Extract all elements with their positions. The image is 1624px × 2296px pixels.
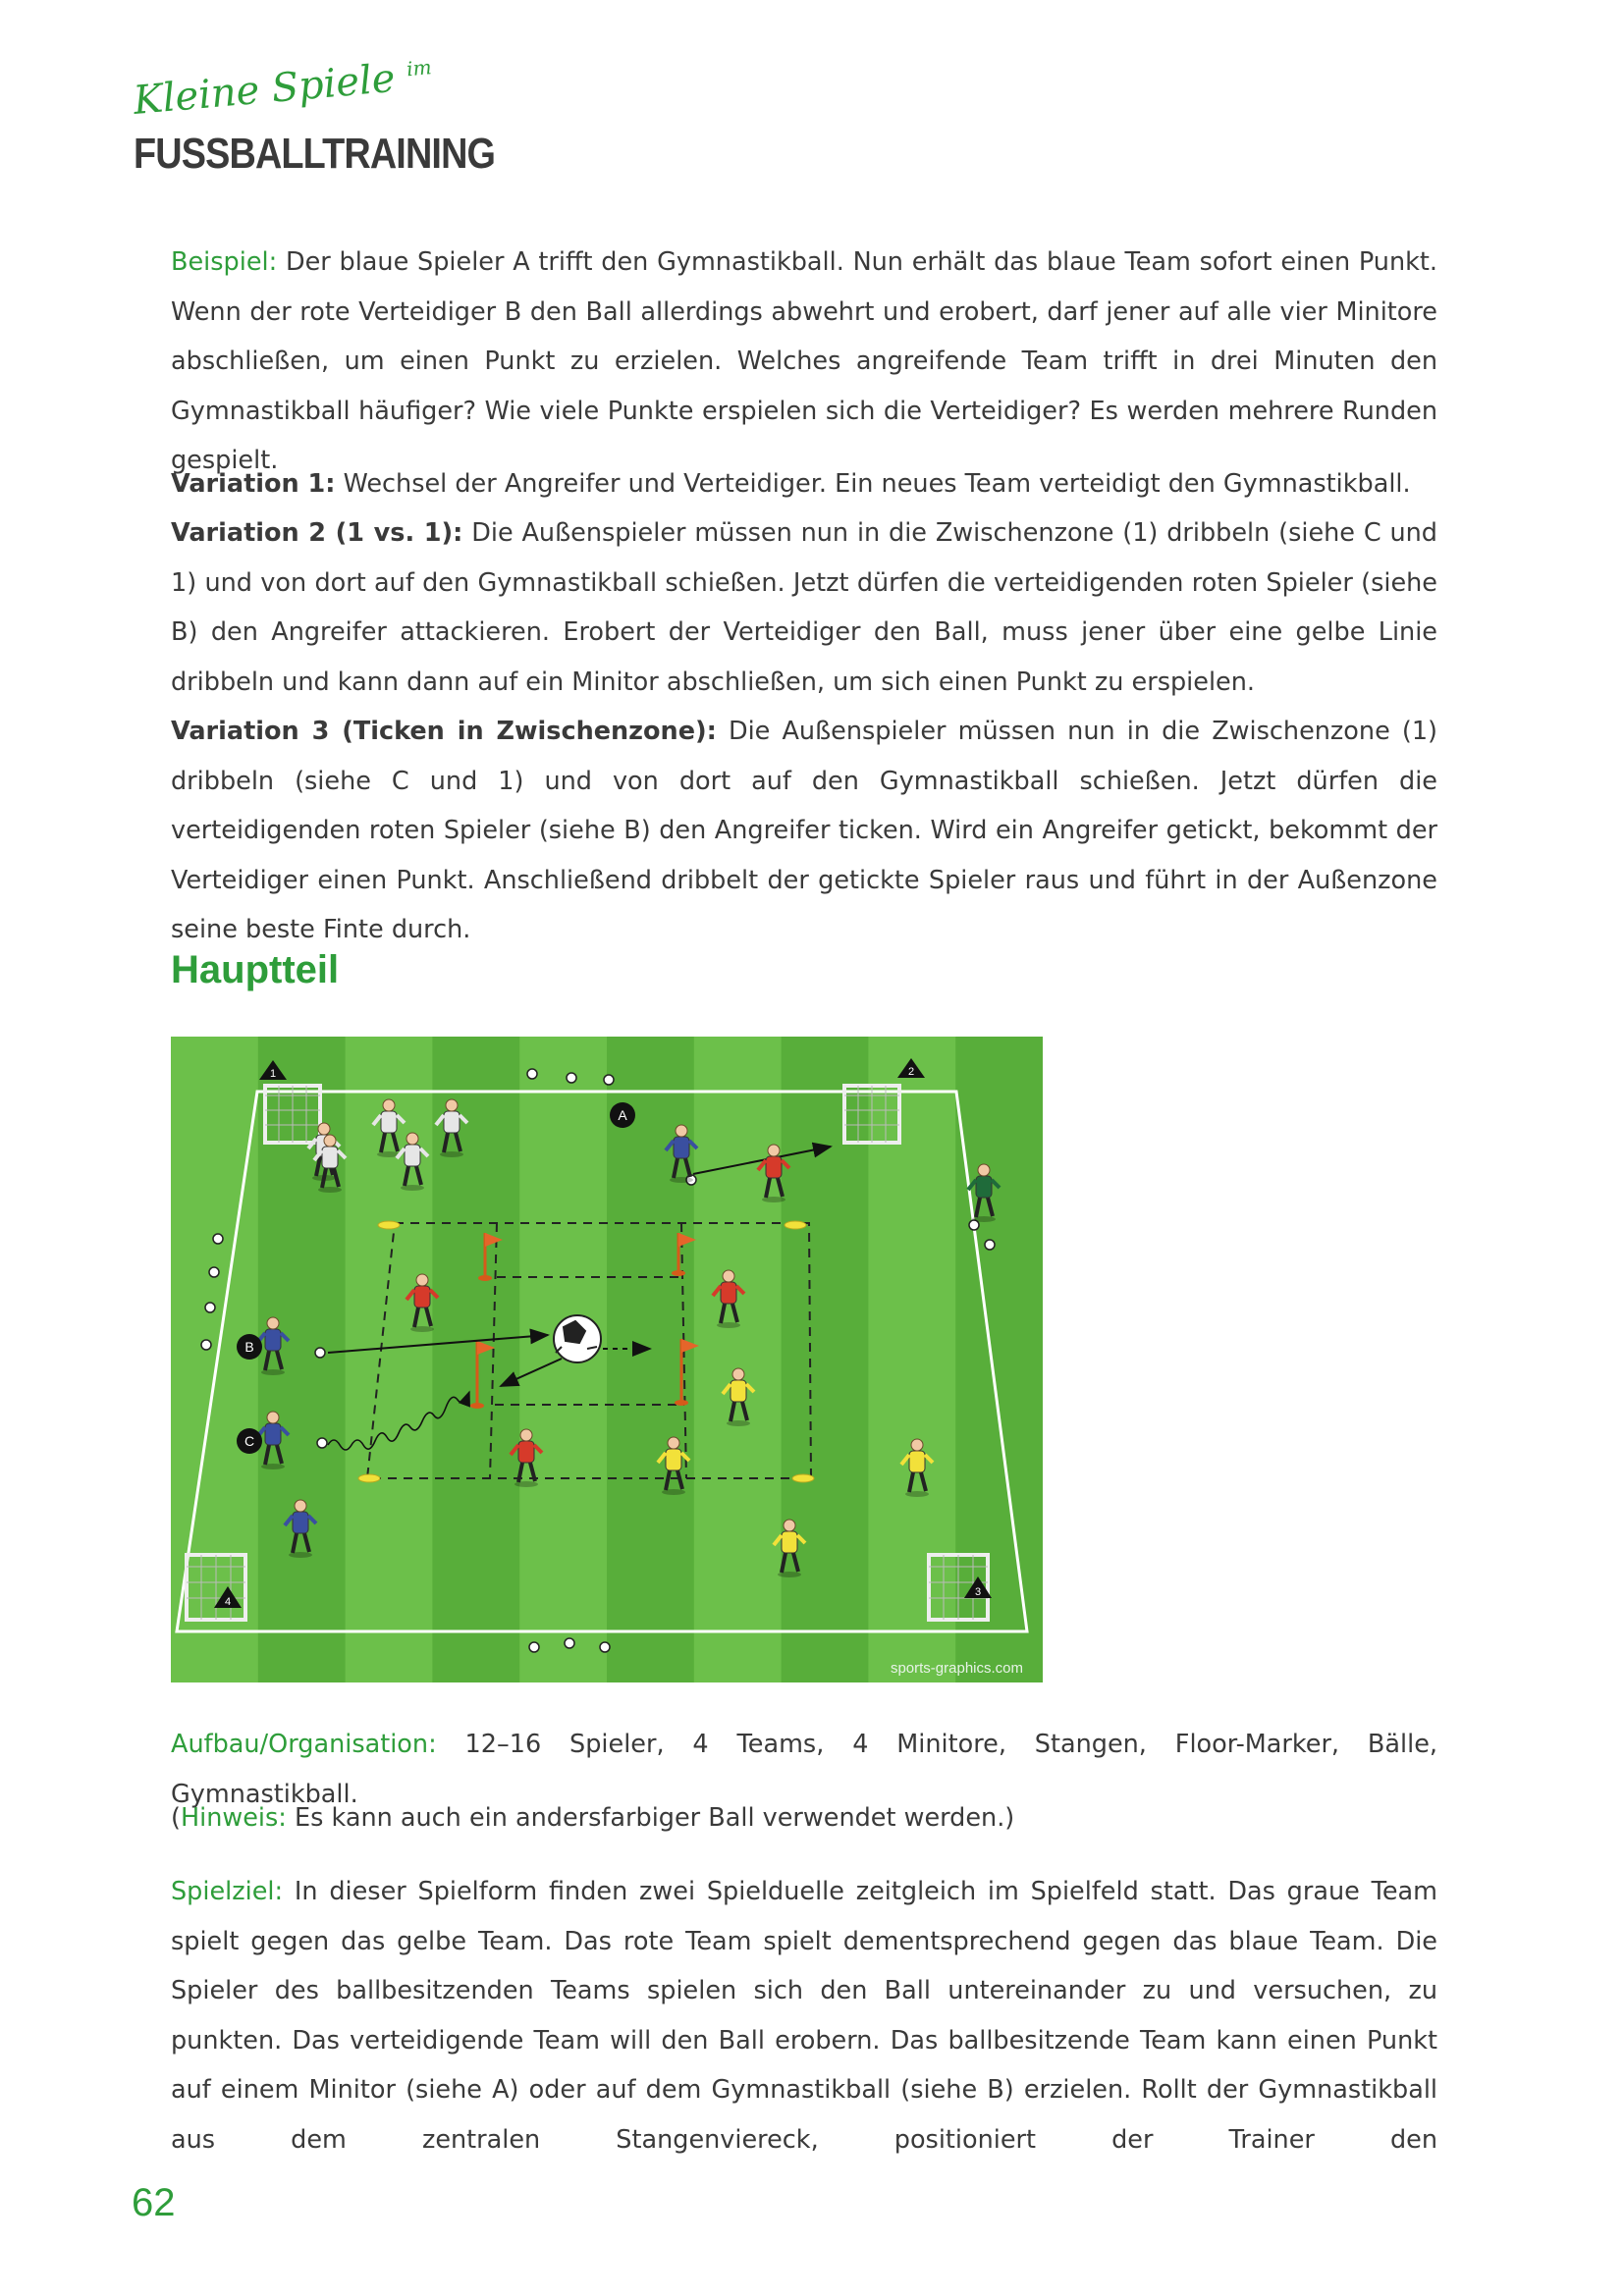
svg-text:B: B (244, 1339, 254, 1355)
hinweis-open: ( (171, 1803, 181, 1833)
book-logo (130, 55, 496, 183)
grass-stripe (519, 1037, 608, 1682)
aufbau-label: Aufbau/Organisation: (171, 1730, 437, 1759)
aufbau-text: 12–16 Spieler, 4 Teams, 4 Minitore, Stangen, Floor-Marker, Bälle, Gymnastikball. (171, 1730, 1437, 1809)
variation-3-text: Die Außenspieler müssen nun in die Zwischenzone (1) dribbeln (siehe C und 1) und von dort auf den Gymnastikball schießen. Jetzt dürfen die verteidigenden roten Spieler (siehe B) den Angreifer ticken. Wird ein Angreifer getickt, bekommt der Verteidiger einen Punkt. Anschließend dribbelt der getickte Spieler raus und führt in der Außenzone seine beste Finte durch. (171, 717, 1437, 944)
logo-script (132, 53, 434, 124)
variation-3-paragraph (171, 707, 1437, 955)
svg-text:A: A (618, 1107, 627, 1123)
variation-2-paragraph (171, 508, 1437, 707)
svg-text:C: C (244, 1433, 255, 1449)
grass-stripes (171, 1037, 1043, 1682)
grass-stripe (258, 1037, 347, 1682)
grass-stripe (955, 1037, 1043, 1682)
beispiel-text: Der blaue Spieler A trifft den Gymnastikball. Nun erhält das blaue Team sofort einen Punkt. Wenn der rote Verteidiger B den Ball allerdings abwehrt und erobert, darf jener auf alle vier Minitore abschließen, um einen Punkt zu erzielen. Welches angreifende Team trifft in drei Minuten den Gymnastikball häufiger? Wie viele Punkte erspielen sich die Verteidiger? Es werden mehrere Runden gespielt. (171, 247, 1437, 475)
spielziel-paragraph (171, 1867, 1437, 2164)
variation-3-label: Variation 3 (Ticken in Zwischenzone): (171, 717, 717, 746)
logo-script-small: im (406, 55, 433, 81)
grass-stripe (782, 1037, 870, 1682)
training-diagram (171, 1037, 1043, 1682)
image-credit: sports-graphics.com (890, 1660, 1023, 1677)
variation-2-text: Die Außenspieler müssen nun in die Zwischenzone (1) dribbeln (siehe C und 1) und von dort auf den Gymnastikball schießen. Jetzt dürfen die verteidigenden roten Spieler (siehe B) den Angreifer attackieren. Erobert der Verteidiger den Ball, muss jener über eine gelbe Linie dribbeln und kann dann auf ein Minitor abschließen, um sich einen Punkt zu erspielen. (171, 518, 1437, 697)
variation-1-label: Variation 1: (171, 469, 336, 499)
pitch-illustration (171, 1037, 1043, 1682)
beispiel-label: Beispiel: (171, 247, 278, 277)
hinweis-text: Es kann auch ein andersfarbiger Ball verwendet werden.) (286, 1803, 1015, 1833)
beispiel-paragraph (171, 238, 1437, 486)
logo-script-text: Kleine Spiele (131, 55, 398, 124)
logo-main: FUSSBALLTRAINING (134, 130, 496, 178)
goal-2-label: 2 (907, 1066, 915, 1078)
goal-1-label: 1 (269, 1068, 277, 1080)
grass-stripe (346, 1037, 434, 1682)
variation-2-label: Variation 2 (1 vs. 1): (171, 518, 463, 548)
variation-1-paragraph (171, 459, 1437, 509)
hinweis-paragraph (171, 1793, 1437, 1843)
hinweis-label: Hinweis: (180, 1803, 287, 1833)
player-label-a (610, 1102, 635, 1128)
section-heading: Hauptteil (171, 948, 340, 991)
variation-1-text: Wechsel der Angreifer und Verteidiger. Ein neues Team verteidigt den Gymnastikball. (335, 469, 1411, 499)
grass-stripe (694, 1037, 783, 1682)
page-number: 62 (132, 2181, 176, 2224)
player-label-c (237, 1428, 262, 1454)
gymnastic-ball (554, 1315, 601, 1362)
player-label-b (237, 1334, 262, 1360)
goal-4-label: 4 (224, 1596, 232, 1608)
spielziel-label: Spielziel: (171, 1877, 284, 1906)
goal-3-label: 3 (974, 1586, 982, 1598)
spielziel-text: In dieser Spielform finden zwei Spielduelle zeitgleich im Spielfeld statt. Das graue Team spielt gegen das gelbe Team. Das rote Team spielt dementsprechend gegen das blaue Team. Die Spieler des ballbesitzenden Teams spielen sich den Ball untereinander zu und versuchen, zu punkten. Das verteidigende Team will den Ball erobern. Das ballbesitzende Team kann einen Punkt auf einem Minitor (siehe A) oder auf dem Gymnastikball (siehe B) erzielen. Rollt der Gymnastikball aus dem zentralen Stangenviereck, positioniert der Trainer den (171, 1877, 1437, 2155)
